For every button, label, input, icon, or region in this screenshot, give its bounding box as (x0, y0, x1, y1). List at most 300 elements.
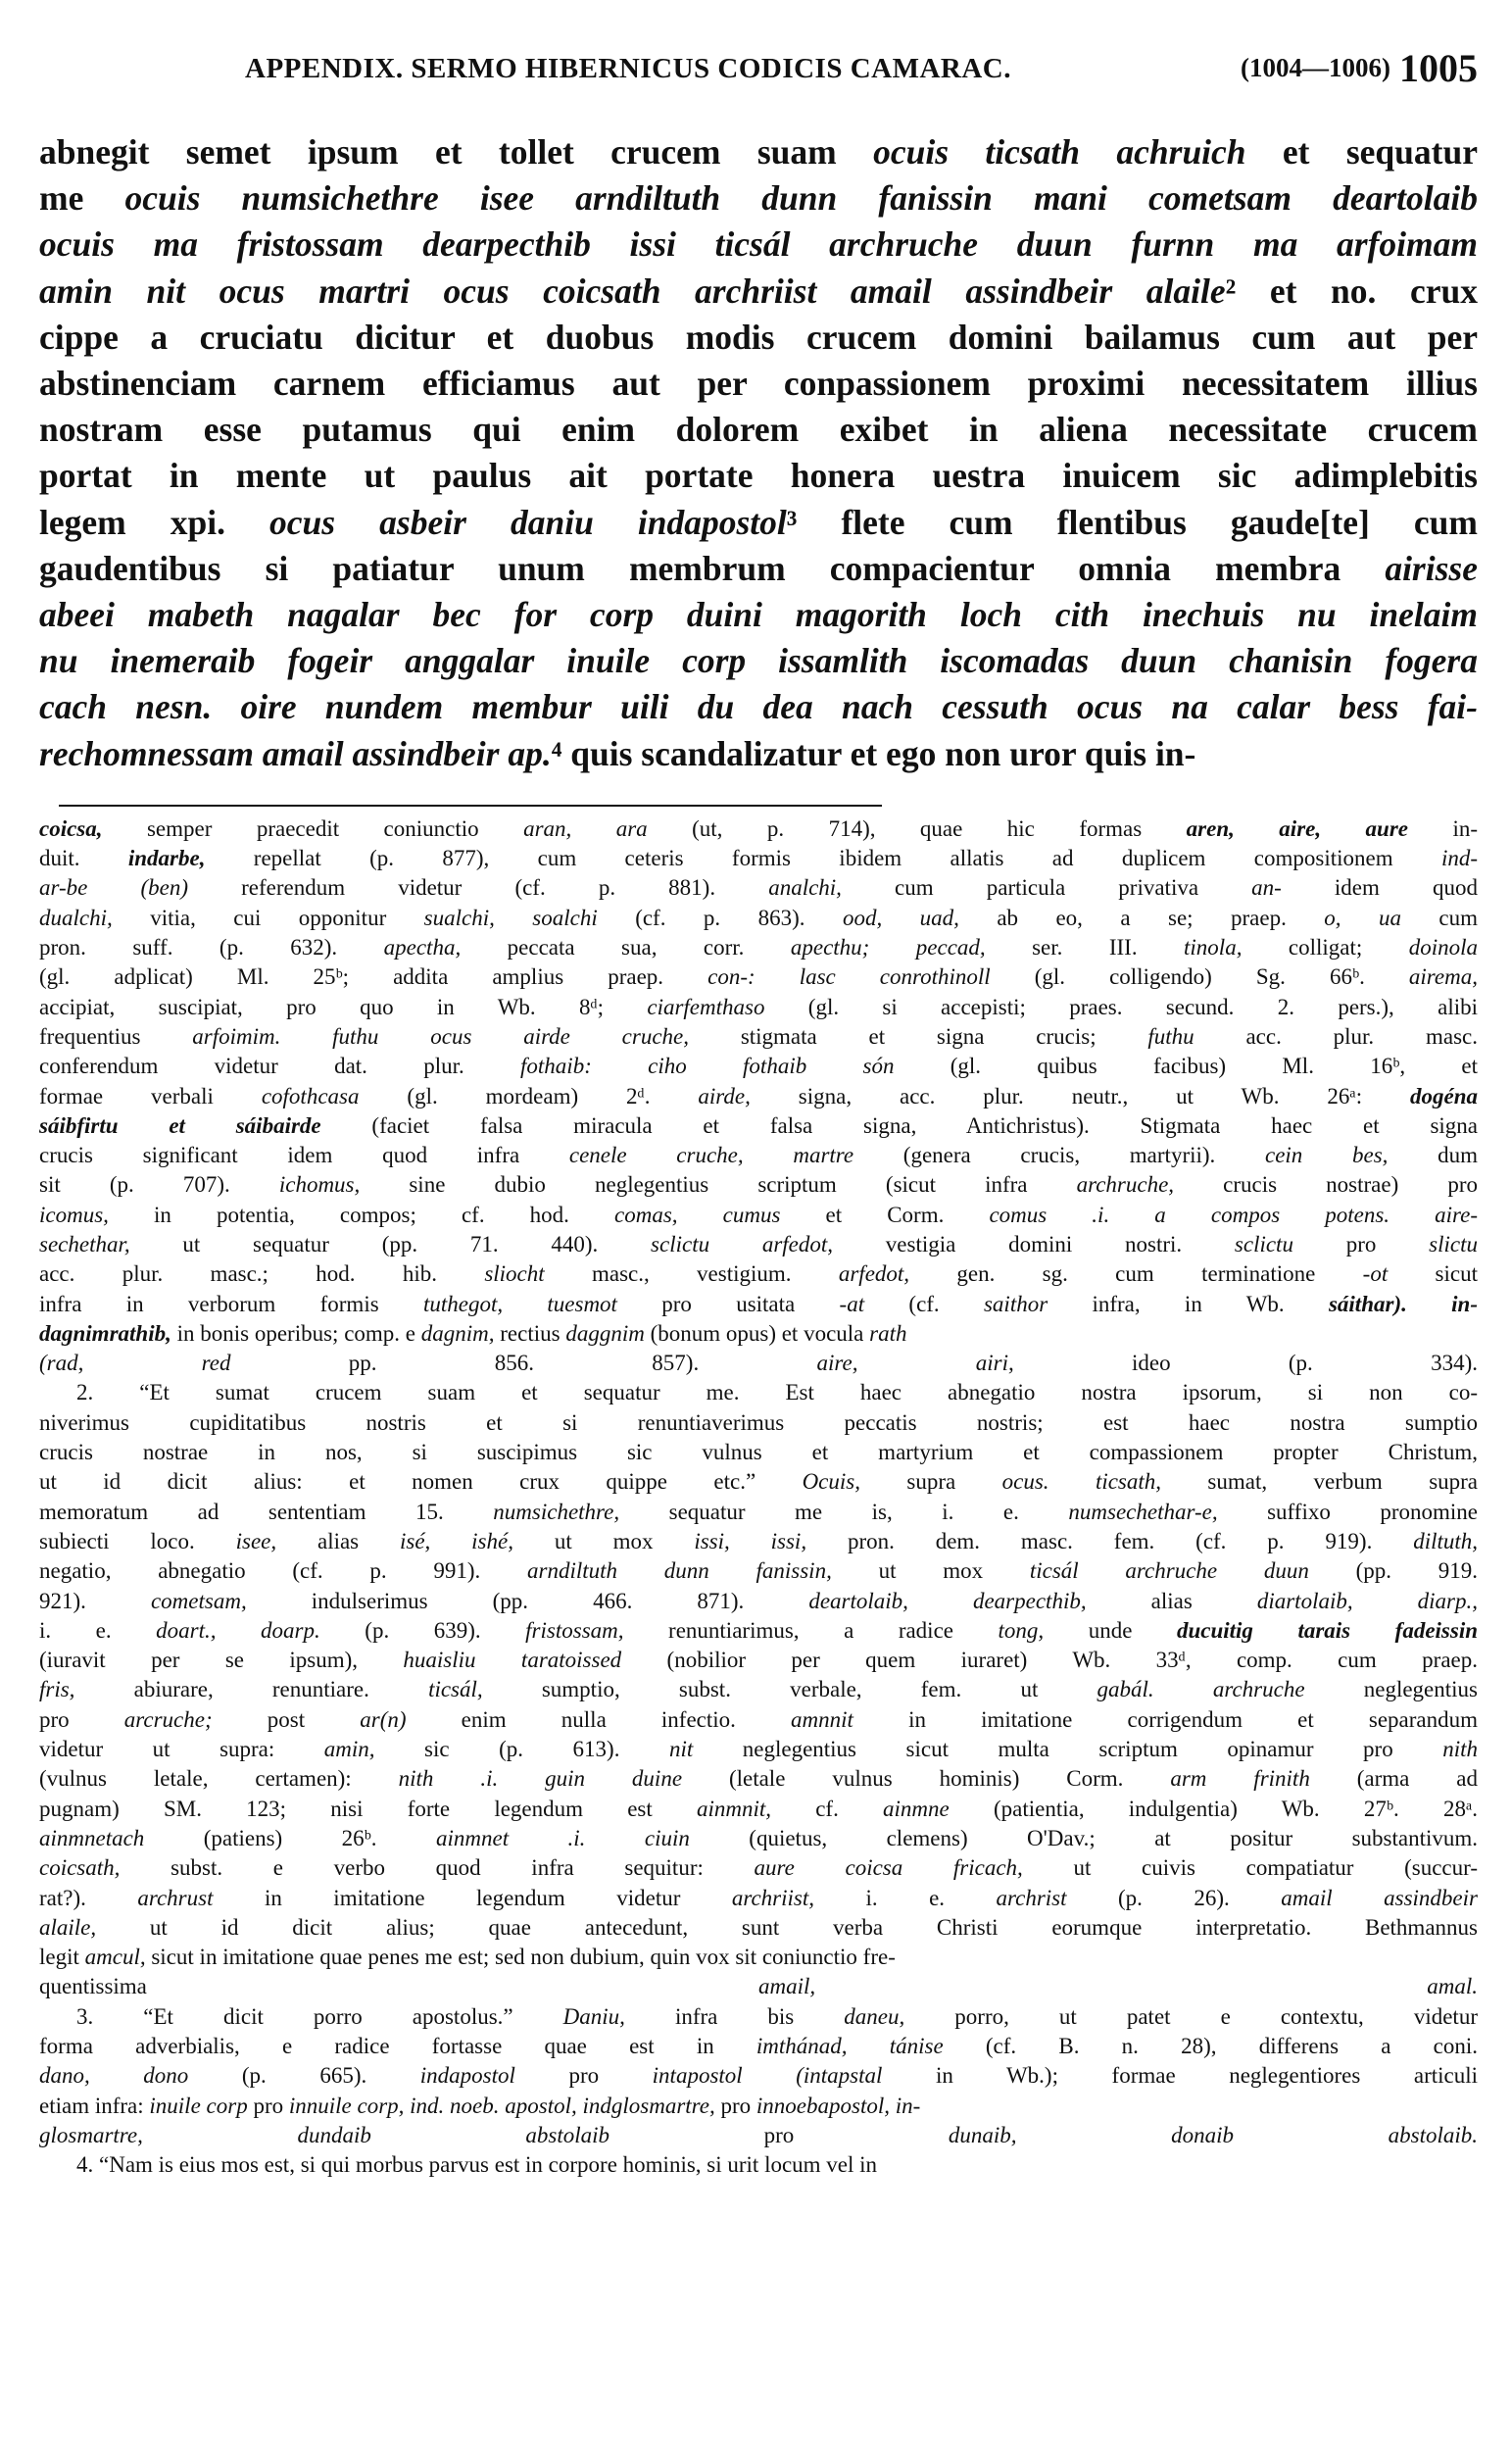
text-segment: (p. 639). (319, 1617, 526, 1643)
text-segment: airisse (1385, 548, 1478, 588)
footnote-line (39, 1913, 1478, 1943)
footnote-line (39, 1408, 1478, 1438)
text-segment: ³ flete cum flentibus gaude[te] cum (786, 502, 1478, 542)
text-segment: (nobilior per quem iuraret) Wb. 33ᵈ, comp. cum praep. (621, 1648, 1478, 1673)
text-segment: (p. 665). (188, 2063, 420, 2089)
text-segment: (letale vulnus hominis) Corm. (682, 1766, 1171, 1792)
text-segment: innoebapostol, in- (756, 2093, 921, 2118)
text-segment: fristossam, (525, 1617, 624, 1643)
text-segment: frequentius (39, 1023, 193, 1049)
text-segment: comas, cumus (614, 1202, 781, 1227)
text-segment: tuthegot, tuesmot (422, 1291, 617, 1316)
text-segment: supra (859, 1469, 1002, 1495)
text-segment: cach nesn. oire nundem membur uili du dea nach cessuth ocus na calar bess fai- (39, 687, 1478, 727)
text-segment: ticsál archruche duun (1029, 1558, 1309, 1584)
main-text-line (39, 361, 1478, 407)
text-segment: nith (1442, 1737, 1478, 1762)
main-text-line (39, 175, 1478, 222)
text-segment: aren, aire, aure (1186, 815, 1408, 841)
text-segment: sechethar, (39, 1232, 130, 1257)
text-segment: imthánad, tánise (756, 2034, 944, 2059)
text-segment: isee, (235, 1528, 277, 1553)
footnote-line (39, 1884, 1478, 1913)
text-segment: acc. plur. masc.; hod. hib. (39, 1261, 485, 1287)
text-segment: vestigia domini nostri. (833, 1232, 1235, 1257)
footnote-line (39, 1349, 1478, 1378)
text-segment: ocuis ma fristossam dearpecthib issi ticsál archruche duun furnn ma arfoimam (39, 224, 1478, 265)
text-segment: arcruche; (123, 1706, 213, 1732)
text-segment: deartolaib, dearpecthib, (808, 1588, 1087, 1613)
text-segment: gen. sg. cum terminatione (909, 1261, 1363, 1287)
footnote-line (39, 1675, 1478, 1704)
text-segment: abeei mabeth nagalar bec for corp duini magorith loch cith inechuis nu inelaim (39, 595, 1478, 635)
footnote-line (39, 1943, 1478, 1972)
main-text-line (39, 638, 1478, 684)
footnote-line (39, 1022, 1478, 1052)
text-segment: ideo (p. 334). (1013, 1351, 1478, 1376)
text-segment: (rad, red (39, 1351, 231, 1376)
text-segment: neglegentius (1304, 1677, 1478, 1702)
text-segment: airema, (1408, 964, 1478, 990)
text-segment: diltuth, (1413, 1528, 1478, 1553)
text-segment: (gl. quibus facibus) Ml. 16ᵇ, et (894, 1054, 1478, 1079)
text-segment: huaisliu taratoissed (403, 1648, 622, 1673)
text-segment: pro usitata (616, 1291, 840, 1316)
main-text-line (39, 546, 1478, 592)
footnote-line (39, 1764, 1478, 1794)
text-segment: ar-be (ben) (39, 875, 188, 901)
footnote-line (39, 1705, 1478, 1735)
text-segment: accipiat, suscipiat, pro quo in Wb. 8ᵈ; (39, 994, 648, 1019)
text-segment: alaile, (39, 1914, 97, 1940)
text-segment: inuile corp (149, 2093, 248, 2118)
text-segment: dagnim, (420, 1320, 495, 1346)
text-segment: sicut in imitatione quae penes me est; sed non dubium, quin vox sit coniunctio fre- (145, 1945, 896, 1970)
text-segment: ut id dicit alius: et nomen crux quippe etc.” (39, 1469, 803, 1495)
text-segment: coicsa, (39, 815, 103, 841)
main-text-line (39, 129, 1478, 175)
text-segment: dualchi, (39, 905, 113, 930)
text-segment: comus .i. a compos potens. aire- (989, 1202, 1478, 1227)
text-segment: abstinenciam carnem efficiamus aut per conpassionem proximi necessitatem illius (39, 364, 1478, 404)
footnote-line (39, 1467, 1478, 1497)
text-segment: subiecti loco. (39, 1528, 236, 1553)
text-segment: ducuitig tarais fadeissin (1176, 1617, 1478, 1643)
text-segment: cf. (771, 1796, 884, 1821)
text-segment: neglegentius sicut multa scriptum opinamur pro (693, 1737, 1443, 1762)
text-segment: formae verbali (39, 1083, 262, 1109)
footnote-line (39, 1259, 1478, 1289)
text-segment: sualchi, soalchi (423, 905, 598, 930)
text-segment: ind- (1440, 846, 1479, 871)
text-segment: cum particula privativa (841, 875, 1252, 901)
text-segment: cenele cruche, martre (568, 1143, 854, 1168)
text-segment: (bonum opus) et vocula (644, 1320, 870, 1346)
text-segment: ut mox (512, 1528, 695, 1553)
footnote-line (39, 1972, 1478, 2001)
text-segment: amcul, (84, 1945, 146, 1970)
footnote-line (39, 1052, 1478, 1081)
text-segment: indarbe, (127, 846, 206, 871)
text-segment: con-: lasc conrothinoll (707, 964, 991, 990)
text-segment: icomus, (39, 1202, 109, 1227)
text-segment: ichomus, (278, 1172, 361, 1198)
text-segment: dogéna (1410, 1083, 1479, 1109)
text-segment: suffixo pronomine (1217, 1499, 1478, 1524)
text-segment: o, ua (1324, 905, 1401, 930)
text-segment: legit (39, 1945, 85, 1970)
page-number: 1005 (1399, 46, 1478, 90)
text-segment: ⁴ quis scandalizatur et ego non uror quis in- (551, 733, 1196, 773)
text-segment: aran, ara (523, 815, 648, 841)
footnote-line (39, 1646, 1478, 1675)
text-segment: abnegit semet ipsum et tollet crucem suam (39, 132, 874, 172)
footnote-line (39, 1498, 1478, 1527)
text-segment: vitia, cui opponitur (112, 905, 424, 930)
text-segment: (iuravit per se ipsum), (39, 1648, 404, 1673)
main-text-block (39, 129, 1478, 777)
text-segment: crucis nostrae in nos, si suscipimus sic vulnus et martyrium et compassionem propter Christum, (39, 1440, 1478, 1465)
text-segment: in potentia, compos; cf. hod. (108, 1202, 615, 1227)
text-segment: infra in verborum formis (39, 1291, 423, 1316)
text-segment: in imitatione legendum videtur (213, 1885, 732, 1910)
text-segment: dum (1388, 1143, 1479, 1168)
footnote-line (39, 2092, 1478, 2121)
text-segment: (patientia, indulgentia) Wb. 27ᵇ. 28ᵃ. (949, 1796, 1478, 1821)
text-segment: ² et no. crux (1225, 271, 1478, 311)
footnote-line (39, 814, 1478, 844)
text-segment: pro (247, 2093, 289, 2118)
text-segment: (cf. p. 863). (597, 905, 843, 930)
text-segment: nit (668, 1737, 694, 1762)
text-segment: indapostol (419, 2063, 515, 2089)
text-segment: ainmnet .i. ciuin (435, 1825, 690, 1850)
text-segment: ood, uad, (842, 905, 959, 930)
text-segment: archriist, (731, 1885, 814, 1910)
footnote-line (39, 1616, 1478, 1646)
text-segment: alias (1086, 1588, 1257, 1613)
text-segment: peccata sua, corr. (461, 935, 791, 961)
text-segment: rat?). (39, 1885, 138, 1910)
text-segment: cein bes, (1265, 1143, 1389, 1168)
footnote-line (39, 1527, 1478, 1556)
text-segment: stigmata et signa crucis; (689, 1023, 1148, 1049)
text-segment: ocuis numsichethre isee arndiltuth dunn fanissin mani cometsam deartolaib (124, 178, 1478, 219)
running-title: APPENDIX. SERMO HIBERNICUS CODICIS CAMARAC. (245, 53, 1011, 84)
footnote-line (39, 993, 1478, 1022)
running-header (39, 39, 1478, 90)
main-text-line (39, 731, 1478, 777)
main-text-line (39, 500, 1478, 546)
text-segment: infra, in Wb. (1048, 1291, 1329, 1316)
text-segment: alias (276, 1528, 400, 1553)
text-segment: crucis nostrae) pro (1174, 1172, 1478, 1198)
text-segment: et sequatur (1245, 132, 1478, 172)
text-segment: archruche, (1076, 1172, 1175, 1198)
text-segment: (gl. mordeam) 2ᵈ. (359, 1083, 699, 1109)
footnote-line (39, 1853, 1478, 1883)
text-segment: arndiltuth dunn fanissin, (527, 1558, 832, 1584)
text-segment: (p. 26). (1066, 1885, 1282, 1910)
text-segment: colligat; (1242, 935, 1409, 961)
footnote-line (39, 1735, 1478, 1764)
text-segment: slictu (1429, 1232, 1478, 1257)
main-text-line (39, 453, 1478, 499)
footnote-line (39, 1438, 1478, 1467)
text-segment: dagnimrathib, (39, 1320, 171, 1346)
text-segment: etiam infra: (39, 2093, 150, 2118)
text-segment: (patiens) 26ᵇ. (144, 1825, 436, 1850)
text-segment: fothaib: ciho fothaib són (520, 1054, 895, 1079)
text-segment: crucis significant idem quod infra (39, 1143, 569, 1168)
text-segment: portat in mente ut paulus ait portate honera uestra inuicem sic adimplebitis (39, 456, 1478, 496)
text-segment: pron. suff. (p. 632). (39, 935, 384, 961)
footnote-line (39, 904, 1478, 933)
text-segment: sliocht (484, 1261, 545, 1287)
footnote-line (39, 1082, 1478, 1111)
text-segment: pro (514, 2063, 653, 2089)
text-segment: 2. “Et sumat crucem suam et sequatur me. Est haec abnegatio nostra ipsorum, si non co- (76, 1380, 1478, 1405)
text-segment: innuile corp, ind. noeb. apostol, indglosmartre, (288, 2093, 715, 2118)
text-segment: conferendum videtur dat. plur. (39, 1054, 521, 1079)
text-segment: videtur ut supra: (39, 1737, 324, 1762)
main-text-line (39, 407, 1478, 453)
footnote-line (39, 962, 1478, 992)
text-segment: cum (1400, 905, 1478, 930)
text-segment: rechomnessam amail assindbeir ap. (39, 733, 552, 773)
text-segment: analchi, (768, 875, 842, 901)
footnote-line (39, 2121, 1478, 2150)
text-segment: ut cuivis compatiatur (succur- (1022, 1855, 1478, 1881)
text-segment: ut mox (831, 1558, 1030, 1584)
text-segment: signa, acc. plur. neutr., ut Wb. 26ᵃ: (750, 1083, 1411, 1109)
text-segment: unde (1044, 1617, 1177, 1643)
text-segment: idem quod (1281, 875, 1479, 901)
footnote-line (39, 1230, 1478, 1259)
footnote-line (39, 1378, 1478, 1407)
text-segment: 921). (39, 1588, 151, 1613)
text-segment: ser. III. (985, 935, 1185, 961)
text-segment: sáibfirtu et sáibairde (39, 1112, 321, 1138)
footnote-rule (59, 805, 882, 807)
text-segment: cippe a cruciatu dicitur et duobus modis crucem domini bailamus cum aut per (39, 317, 1478, 357)
text-segment: doart., doarp. (156, 1617, 320, 1643)
text-segment: ocus asbeir daniu indapostol (269, 502, 787, 542)
text-segment: numsichethre, (493, 1499, 620, 1524)
text-segment: nostram esse putamus qui enim dolorem exibet in aliena necessitate crucem (39, 410, 1478, 450)
text-segment: arfoimim. futhu ocus airde cruche, (192, 1023, 690, 1049)
text-segment: nith .i. guin duine (398, 1766, 683, 1792)
footnote-line (39, 844, 1478, 873)
text-segment: ciarfemthaso (647, 994, 765, 1019)
text-segment: infra bis (624, 2003, 845, 2029)
text-segment: daggnim (565, 1320, 645, 1346)
text-segment: sic (p. 613). (374, 1737, 669, 1762)
footnote-line (39, 2150, 1478, 2180)
footnote-line (39, 1824, 1478, 1853)
text-segment: gaudentibus si patiatur unum membrum compacientur omnia membra (39, 548, 1386, 588)
text-segment: sequatur me is, i. e. (619, 1499, 1069, 1524)
text-segment: acc. plur. masc. (1194, 1023, 1478, 1049)
footnote-line (39, 1111, 1478, 1141)
text-segment: (vulnus letale, certamen): (39, 1766, 399, 1792)
text-segment: (cf. (864, 1291, 984, 1316)
text-segment: amin, (323, 1737, 375, 1762)
text-segment: legem xpi. (39, 502, 270, 542)
text-segment: tong, (998, 1617, 1045, 1643)
text-segment: amail assindbeir (1281, 1885, 1478, 1910)
text-segment: sumptio, subst. verbale, fem. ut (482, 1677, 1097, 1702)
text-segment: indulserimus (pp. 466. 871). (246, 1588, 809, 1613)
text-segment: Daniu, (562, 2003, 625, 2029)
footnotes-block (39, 814, 1478, 2181)
text-segment: (genera crucis, martyrii). (853, 1143, 1265, 1168)
text-segment: ut id dicit alius; quae antecedunt, sunt verba Christi eorumque interpretatio. Bethmannus (96, 1914, 1478, 1940)
text-segment: negatio, abnegatio (cf. p. 991). (39, 1558, 527, 1584)
footnote-line (39, 1170, 1478, 1200)
footnote-line (39, 1556, 1478, 1586)
text-segment: pro (39, 1706, 124, 1732)
text-segment: amail, amal. (758, 1974, 1478, 1999)
text-segment: in- (1408, 815, 1478, 841)
text-segment: subst. e verbo quod infra sequitur: (120, 1855, 755, 1881)
text-segment: in imitatione corrigendum et separandum (853, 1706, 1478, 1732)
text-segment: masc., vestigium. (544, 1261, 839, 1287)
text-segment: tinola, (1184, 935, 1243, 961)
text-segment: i. e. (813, 1885, 997, 1910)
text-segment: (ut, p. 714), quae hic formas (647, 815, 1187, 841)
text-segment: arfedot, (838, 1261, 910, 1287)
text-segment: (faciet falsa miracula et falsa signa, Antichristus). Stigmata haec et signa (320, 1112, 1478, 1138)
text-segment: ainmne (883, 1796, 950, 1821)
text-segment: sáithar). in- (1328, 1291, 1478, 1316)
text-segment: pron. dem. masc. fem. (cf. p. 919). (806, 1528, 1414, 1553)
text-segment: Ocuis, (802, 1469, 860, 1495)
text-segment: isé, ishé, (400, 1528, 513, 1553)
text-segment: ar(n) (360, 1706, 407, 1732)
text-segment: ticsál, (428, 1677, 483, 1702)
text-segment: 4. “Nam is eius mos est, si qui morbus parvus est in corpore hominis, si urit locum vel in (76, 2152, 878, 2178)
text-segment: ab eo, a se; praep. (958, 905, 1325, 930)
text-segment: me (39, 178, 125, 219)
text-segment: sine dubio neglegentius scriptum (sicut infra (360, 1172, 1077, 1198)
text-segment: daneu, (844, 2003, 905, 2029)
footnote-line (39, 933, 1478, 962)
text-segment: memoratum ad sententiam 15. (39, 1499, 494, 1524)
footnote-line (39, 2002, 1478, 2032)
main-text-line (39, 222, 1478, 268)
text-segment: post (212, 1706, 361, 1732)
footnote-line (39, 2061, 1478, 2091)
text-segment: pugnam) SM. 123; nisi forte legendum est (39, 1796, 697, 1821)
text-segment: amin nit ocus martri ocus coicsath archriist amail assindbeir alaile (39, 271, 1226, 311)
section-range: (1004—1006) (1241, 53, 1390, 82)
text-segment: in bonis operibus; comp. e (171, 1320, 421, 1346)
text-segment: -at (839, 1291, 865, 1316)
text-segment: ocus. ticsath, (1001, 1469, 1162, 1495)
text-segment: forma adverbialis, e radice fortasse quae est in (39, 2034, 756, 2059)
text-segment: airde, (698, 1083, 751, 1109)
text-segment: sclictu (1234, 1232, 1293, 1257)
footnote-line (39, 1319, 1478, 1349)
main-text-line (39, 684, 1478, 730)
text-segment: apecthu; peccad, (790, 935, 986, 961)
text-segment: coicsath, (39, 1855, 121, 1881)
footnote-line (39, 1290, 1478, 1319)
text-segment: sumat, verbum supra (1161, 1469, 1479, 1495)
text-segment: ocuis ticsath achruich (873, 132, 1246, 172)
text-segment: ainmnit, (696, 1796, 772, 1821)
text-segment: semper praecedit coniunctio (102, 815, 524, 841)
text-segment: pro (609, 2122, 949, 2147)
text-segment: aire, airi, (816, 1351, 1014, 1376)
text-segment: nu inemeraib fogeir anggalar inuile corp issamlith iscomadas duun chanisin fogera (39, 641, 1478, 681)
footnote-line (39, 873, 1478, 903)
text-segment: -ot (1362, 1261, 1389, 1287)
text-segment: ut sequatur (pp. 71. 440). (129, 1232, 652, 1257)
text-segment: duit. (39, 846, 128, 871)
text-segment: et Corm. (780, 1202, 990, 1227)
text-segment: dano, dono (39, 2063, 189, 2089)
text-segment: ainmnetach (39, 1825, 145, 1850)
text-segment: fris, (39, 1677, 75, 1702)
main-text-line (39, 315, 1478, 361)
text-segment: glosmartre, dundaib abstolaib (39, 2122, 610, 2147)
text-segment: pro (714, 2093, 756, 2118)
text-segment: archrist (996, 1885, 1067, 1910)
text-segment: issi, issi, (694, 1528, 807, 1553)
text-segment: repellat (p. 877), cum ceteris formis ibidem allatis ad duplicem compositionem (205, 846, 1441, 871)
text-segment: numsechethar-e, (1068, 1499, 1218, 1524)
main-text-line (39, 592, 1478, 638)
footnote-line (39, 1141, 1478, 1170)
text-segment: i. e. (39, 1617, 157, 1643)
text-segment: (pp. 919. (1308, 1558, 1478, 1584)
text-segment: apectha, (383, 935, 462, 961)
text-segment: archrust (137, 1885, 214, 1910)
text-segment: niverimus cupiditatibus nostris et si renuntiaverimus peccatis nostris; est haec nostra sumptio (39, 1409, 1478, 1435)
text-segment: porro, ut patet e contextu, videtur (904, 2003, 1478, 2029)
text-segment: (cf. B. n. 28), differens a coni. (943, 2034, 1478, 2059)
text-segment: futhu (1147, 1023, 1194, 1049)
text-segment: gabál. archruche (1097, 1677, 1305, 1702)
text-segment: arm frinith (1170, 1766, 1310, 1792)
footnote-line (39, 1201, 1478, 1230)
text-segment: (gl. colligendo) Sg. 66ᵇ. (990, 964, 1409, 990)
text-segment: pro (1292, 1232, 1430, 1257)
text-segment: abiurare, renuntiare. (74, 1677, 429, 1702)
text-segment: aure coicsa fricach, (754, 1855, 1023, 1881)
footnote-line (39, 2032, 1478, 2061)
text-segment: (gl. adplicat) Ml. 25ᵇ; addita amplius praep. (39, 964, 708, 990)
text-segment: referendum videtur (cf. p. 881). (188, 875, 769, 901)
text-segment: cometsam, (150, 1588, 247, 1613)
text-segment: renuntiarimus, a radice (623, 1617, 999, 1643)
text-segment: dunaib, donaib abstolaib. (948, 2122, 1478, 2147)
text-segment: intapostol (intapstal (652, 2063, 883, 2089)
text-segment: in Wb.); formae neglegentiores articuli (882, 2063, 1479, 2089)
text-segment: sclictu arfedot, (651, 1232, 834, 1257)
text-segment: sicut (1388, 1261, 1478, 1287)
text-segment: an- (1251, 875, 1282, 901)
text-segment: cofothcasa (261, 1083, 360, 1109)
footnote-line (39, 1795, 1478, 1824)
main-text-line (39, 269, 1478, 315)
text-segment: quentissima (39, 1974, 758, 1999)
text-segment: amnnit (791, 1706, 853, 1732)
text-segment: diartolaib, diarp., (1256, 1588, 1478, 1613)
text-segment: doinola (1408, 935, 1478, 961)
